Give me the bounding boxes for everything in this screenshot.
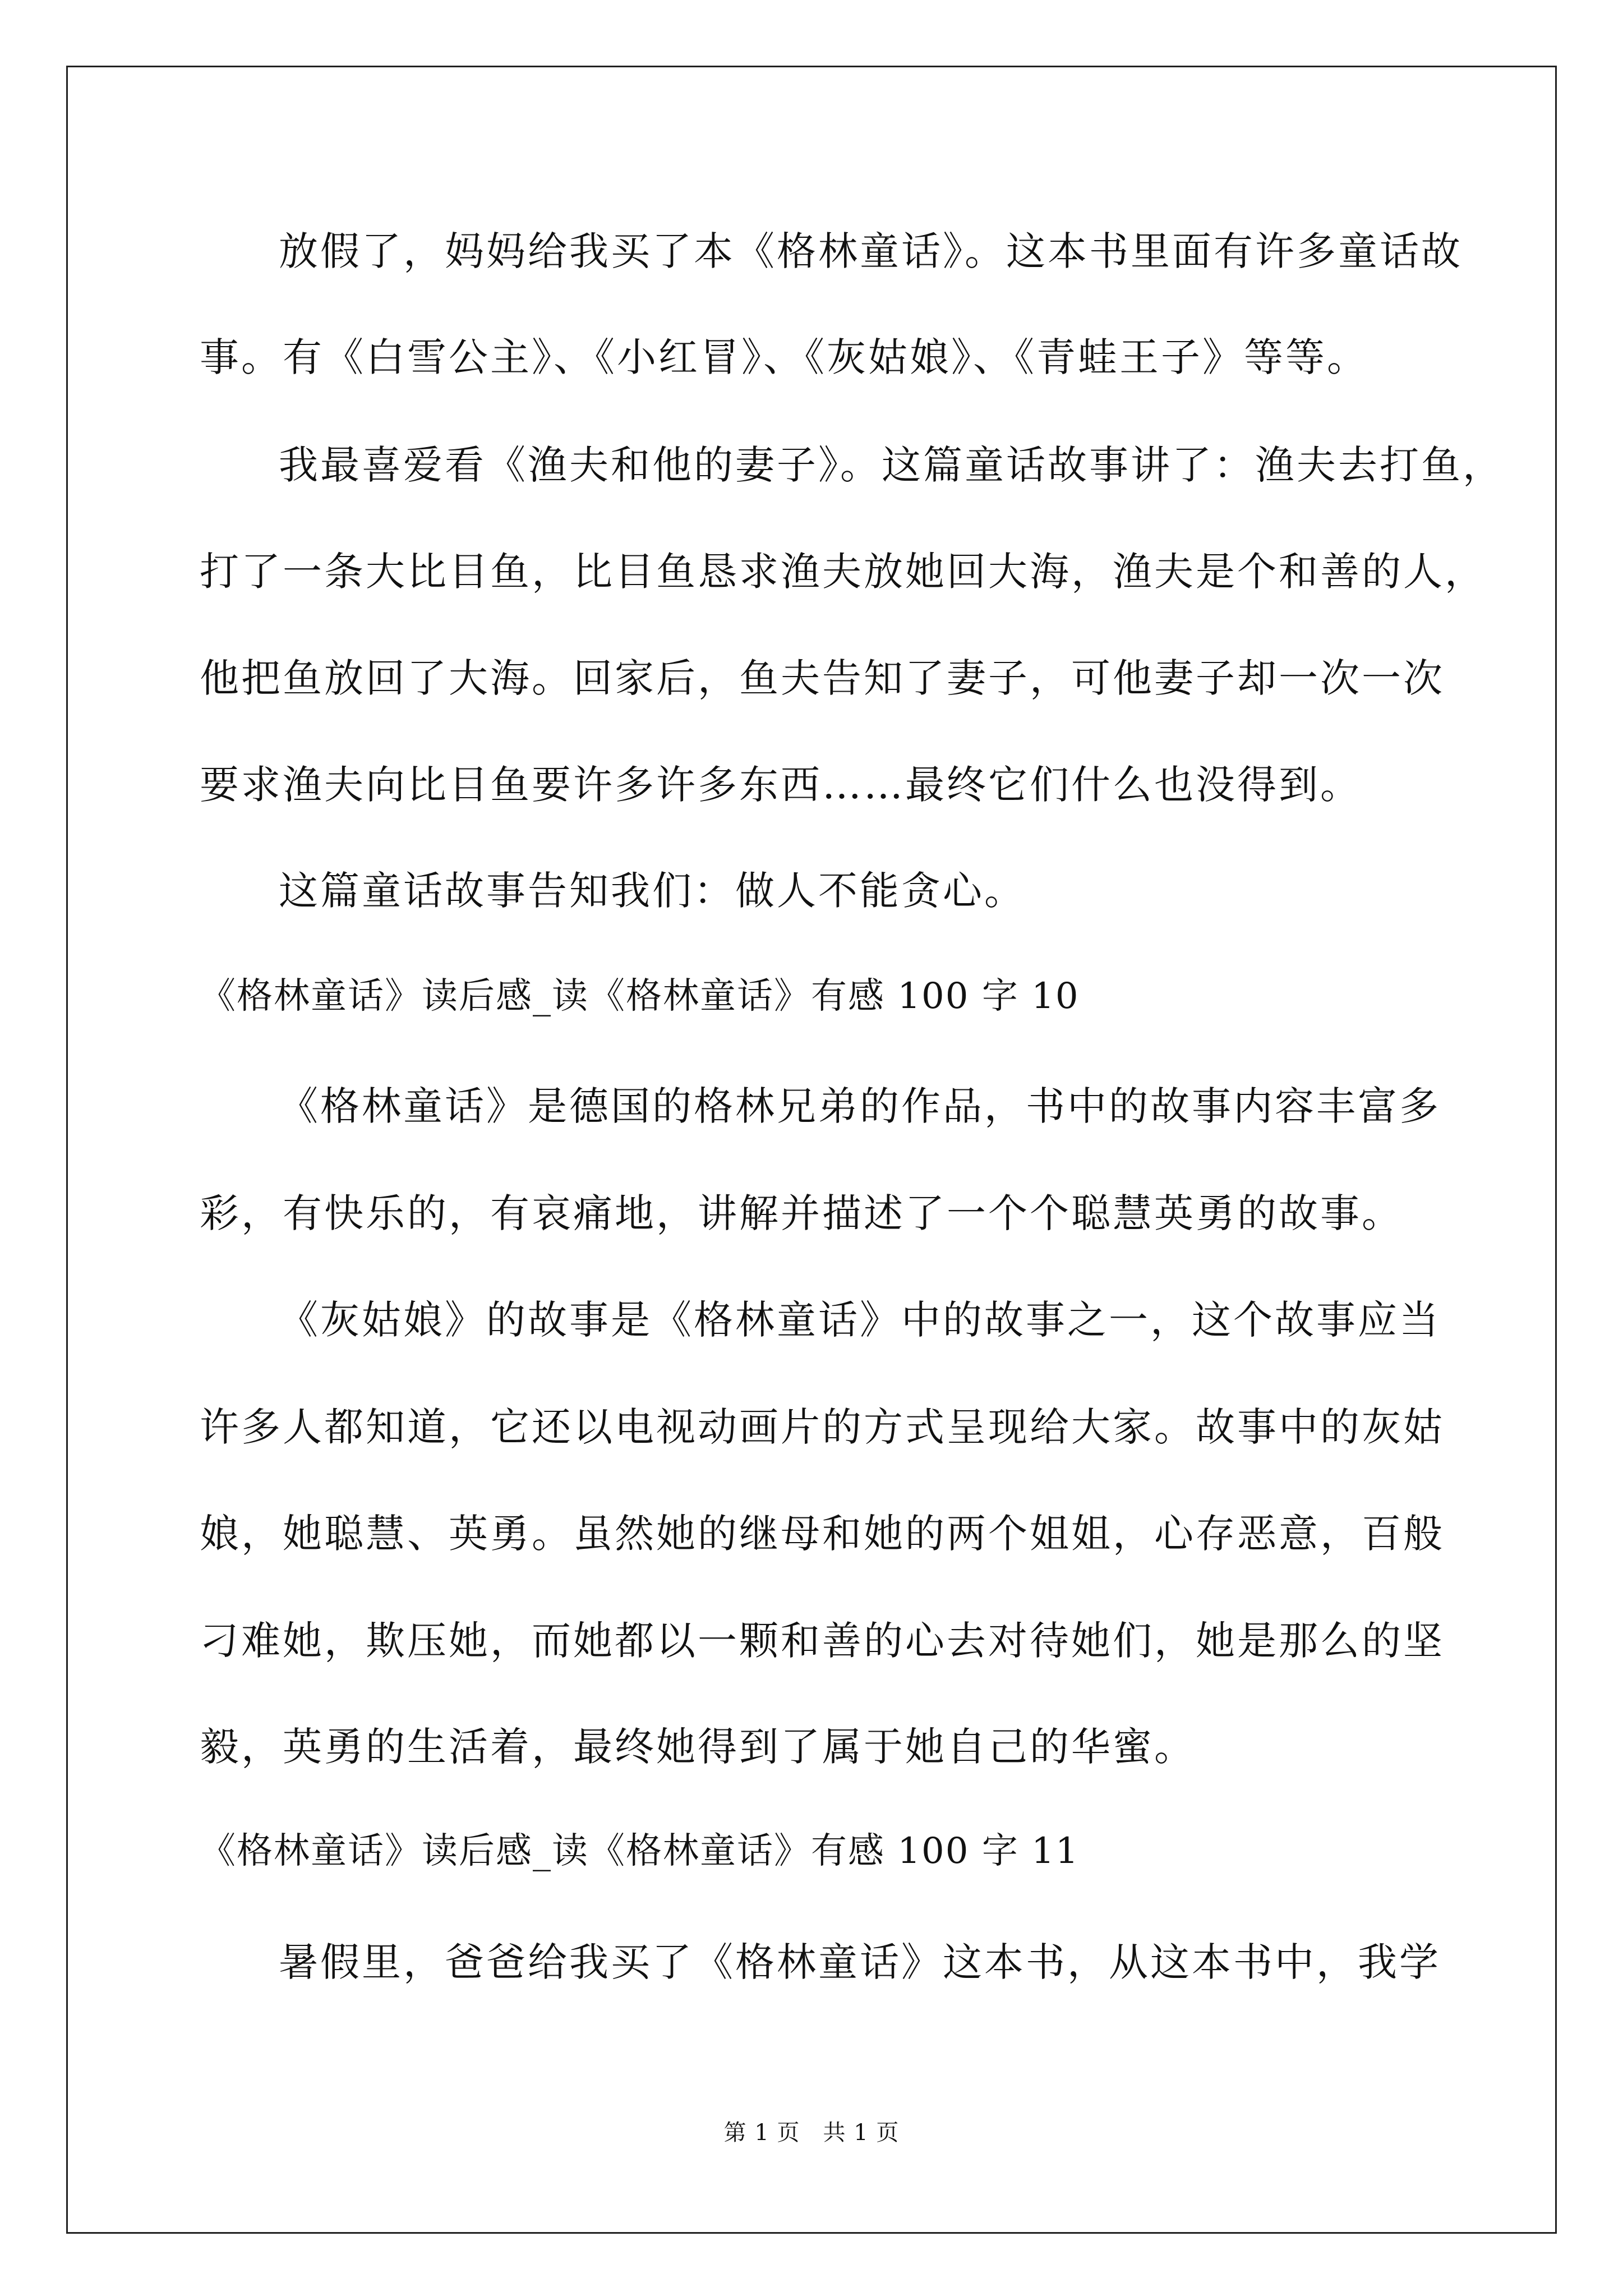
paragraph-line: 要求渔夫向比目鱼要许多许多东西……最终它们什么也没得到。 (200, 762, 1362, 808)
paragraph-line: 毅，英勇的生活着，最终她得到了属于她自己的华蜜。 (200, 1724, 1196, 1770)
paragraph-line: 《灰姑娘》的故事是《格林童话》中的故事之一，这个故事应当 (279, 1297, 1441, 1343)
paragraph-line: 彩，有快乐的，有哀痛地，讲解并描述了一个个聪慧英勇的故事。 (200, 1190, 1403, 1236)
paragraph-line: 这篇童话故事告知我们：做人不能贪心。 (279, 868, 1026, 914)
section-heading: 《格林童话》读后感_读《格林童话》有感 100 字 11 (200, 1830, 1080, 1872)
paragraph-line: 他把鱼放回了大海。回家后，鱼夫告知了妻子，可他妻子却一次一次 (200, 655, 1445, 701)
paragraph-line: 打了一条大比目鱼，比目鱼恳求渔夫放她回大海，渔夫是个和善的人， (200, 549, 1486, 595)
paragraph-line: 放假了，妈妈给我买了本《格林童话》。这本书里面有许多童话故 (279, 228, 1463, 274)
paragraph-line: 许多人都知道，它还以电视动画片的方式呈现给大家。故事中的灰姑 (200, 1404, 1445, 1450)
page-footer: 第 1 页 共 1 页 (723, 2120, 900, 2146)
paragraph-line: 刁难她，欺压她，而她都以一颗和善的心去对待她们，她是那么的坚 (200, 1618, 1445, 1664)
paragraph-line: 我最喜爱看《渔夫和他的妻子》。这篇童话故事讲了：渔夫去打鱼， (279, 442, 1504, 488)
paragraph-line: 娘，她聪慧、英勇。虽然她的继母和她的两个姐姐，心存恶意，百般 (200, 1511, 1445, 1557)
paragraph-line: 《格林童话》是德国的格林兄弟的作品，书中的故事内容丰富多 (279, 1083, 1441, 1129)
section-heading: 《格林童话》读后感_读《格林童话》有感 100 字 10 (200, 976, 1080, 1017)
page-frame (66, 66, 1557, 2234)
paragraph-line: 事。有《白雪公主》、《小红冒》、《灰姑娘》、《青蛙王子》等等。 (200, 334, 1368, 380)
paragraph-line: 暑假里，爸爸给我买了《格林童话》这本书，从这本书中，我学 (279, 1939, 1441, 1985)
